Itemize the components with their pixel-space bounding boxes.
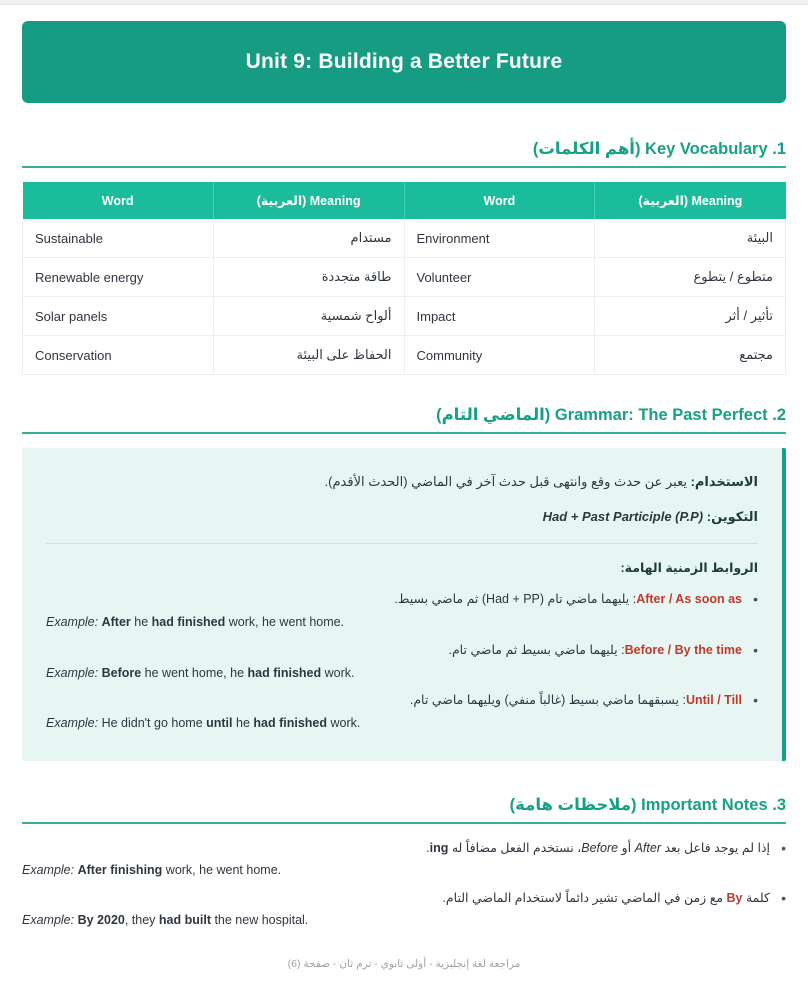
example-label: Example: [22,863,75,878]
example-label: Example: [46,665,99,680]
vocabulary-table [22,182,786,375]
rule-keyword: Before / By the time [624,642,742,657]
column-header-meaning-right: Meaning (العربية) [213,182,404,219]
list-item-example [22,860,786,882]
table-row [23,258,786,297]
example-text: After he had finished work, he went home. [101,615,345,629]
list-item [22,838,786,859]
rule-keyword: After / As soon as [636,592,742,607]
column-header-word-left: Word [404,182,595,219]
note-keyword-after: After [634,840,661,855]
note-text-mid: أو [618,840,635,855]
grammar-callout-box [22,448,786,761]
note-suffix-ing: ing [429,840,449,855]
cell-meaning-left: متطوع / يتطوع [595,258,786,297]
example-text: By 2020, they had built the new hospital. [77,913,309,928]
example-label: Example: [22,913,75,928]
rule-text-a: : يسبقهما ماضي بسيط (غالباً منفي) ويليهما ماضي تام. [409,693,686,708]
cell-meaning-right: الحفاظ على البيئة [213,336,404,375]
example-text: Before he went home, he had finished work. [101,665,355,680]
list-item-example [46,612,758,634]
list-item [46,690,758,711]
section-divider-grammar [22,432,786,434]
list-item-example [46,713,758,735]
cell-word-left: Volunteer [404,258,595,297]
cell-word-right: Sustainable [23,219,214,258]
vocabulary-table-body [23,219,786,375]
cell-word-left: Impact [404,297,595,336]
cell-meaning-left: تأثير / أثر [595,297,786,336]
grammar-form-label: التكوين: [706,508,758,524]
table-row [23,219,786,258]
list-item [22,888,786,909]
list-item-example [22,910,786,932]
grammar-form-line [46,505,758,530]
section-divider-notes [22,822,786,824]
rule-inline-formula: Had + PP [486,592,540,607]
note-text-c: . [426,840,430,855]
grammar-usage-label: الاستخدام: [690,474,758,489]
table-header-row [23,182,786,219]
note-keyword-before: Before [581,840,619,855]
cell-word-left: Environment [404,219,595,258]
example-label: Example: [46,615,99,629]
cell-word-right: Solar panels [23,297,214,336]
note-text-a: إذا لم يوجد فاعل بعد [660,840,770,855]
section-heading-vocabulary: 1. Key Vocabulary (أهم الكلمات) [532,140,786,158]
cell-meaning-left: مجتمع [595,336,786,375]
cell-word-left: Community [404,336,595,375]
rule-text-a: : يليهما ماضي بسيط ثم ماضي تام. [448,642,625,657]
vocabulary-table-head [23,182,786,219]
section-heading-grammar: 2. Grammar: The Past Perfect (الماضي التام) [436,406,786,424]
grammar-form-value: Had + Past Participle (P.P) [542,508,704,524]
table-row [23,297,786,336]
grammar-usage-line [46,470,758,495]
grammar-connectors-title: الروابط الزمنية الهامة: [620,561,758,576]
note-keyword-by: By [726,891,743,905]
section-heading-notes: 3. Important Notes (ملاحظات هامة) [509,795,786,814]
worksheet-page [0,5,808,992]
cell-meaning-right: مستدام [213,219,404,258]
example-text: He didn't go home until he had finished work. [98,716,361,730]
grammar-rules-list [46,589,758,735]
example-label: Example: [46,716,99,730]
section-grammar [22,405,786,434]
page-footer: مراجعة لغة إنجليزية - أولى ثانوي - ترم ثان - صفحة (6) [287,958,521,971]
unit-title-banner [22,21,786,103]
note-text-a: كلمة [742,891,770,905]
section-divider-vocabulary [22,166,786,168]
rule-text-b: ) ثم ماضي بسيط. [394,592,487,607]
note-text-b: ، نستخدم الفعل مضافاً له [448,840,582,855]
column-header-meaning-left: Meaning (العربية) [595,182,786,219]
list-item-example [46,663,758,685]
cell-meaning-left: البيئة [595,219,786,258]
note-text-b: مع زمن في الماضي تشير دائماً لاستخدام الماضي التام. [442,891,727,905]
list-item [46,640,758,661]
cell-meaning-right: ألواح شمسية [213,297,404,336]
section-important-notes [22,795,786,824]
grammar-box-divider [46,543,758,544]
example-text: After finishing work, he went home. [77,863,282,878]
cell-word-right: Renewable energy [23,258,214,297]
section-key-vocabulary [22,139,786,168]
list-item [46,589,758,610]
cell-meaning-right: طاقة متجددة [213,258,404,297]
rule-text-a: : يليهما ماضي تام ( [539,592,637,607]
notes-list [22,838,786,932]
cell-word-right: Conservation [23,336,214,375]
unit-title: Unit 9: Building a Better Future [245,50,563,73]
column-header-word-right: Word [23,182,214,219]
table-row [23,336,786,375]
rule-keyword: Until / Till [685,693,742,708]
grammar-usage-text: يعبر عن حدث وقع وانتهى قبل حدث آخر في الماضي (الحدث الأقدم). [324,474,691,489]
